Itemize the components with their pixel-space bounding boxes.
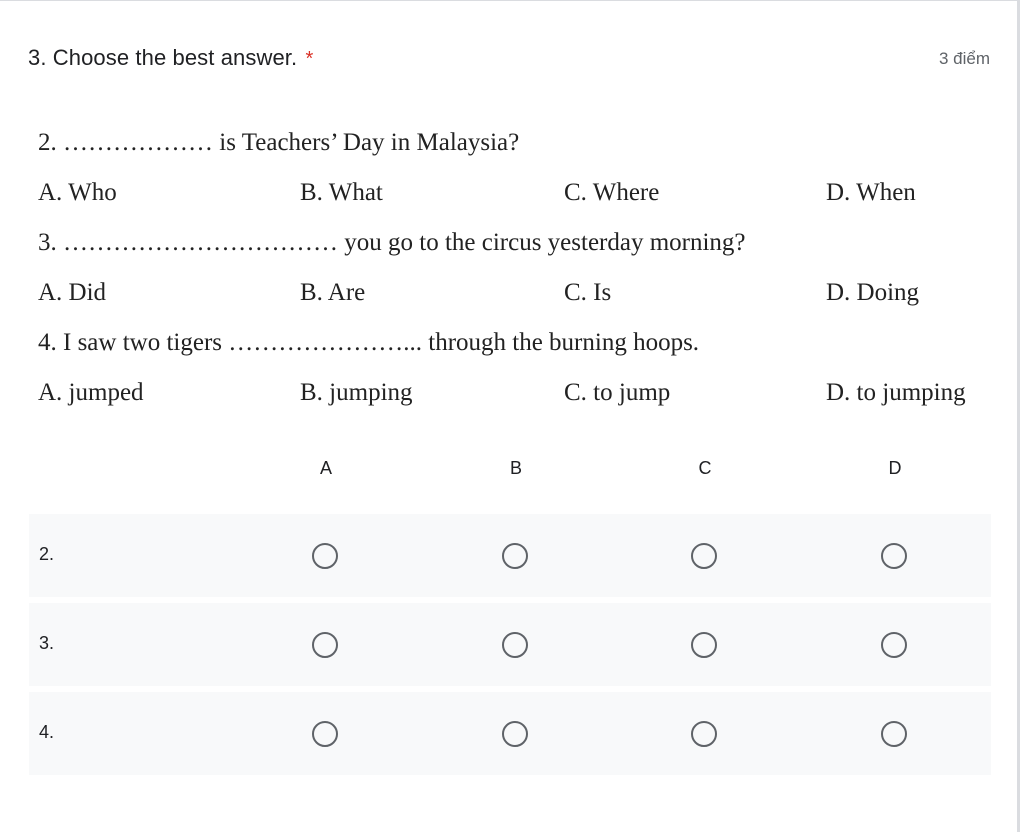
question-stem: 3. …………………………… you go to the circus yesterday morning? <box>38 229 746 256</box>
radio-row3-d[interactable] <box>881 632 907 658</box>
option-text: D. When <box>826 179 916 206</box>
question-stem: 2. ……………… is Teachers’ Day in Malaysia? <box>38 129 520 156</box>
radio-row2-d[interactable] <box>881 543 907 569</box>
option-text: A. Did <box>38 279 107 306</box>
option-text: B. What <box>300 179 383 206</box>
column-header-d: D <box>888 458 902 478</box>
radio-row4-a[interactable] <box>312 721 338 747</box>
radio-row2-a[interactable] <box>312 543 338 569</box>
option-text: A. Who <box>38 179 117 206</box>
grid-row-2 <box>29 514 991 597</box>
question-header <box>28 45 990 79</box>
option-text: B. Are <box>300 279 366 306</box>
radio-row4-d[interactable] <box>881 721 907 747</box>
radio-row2-b[interactable] <box>502 543 528 569</box>
row-label: 3. <box>39 633 55 653</box>
radio-row3-b[interactable] <box>502 632 528 658</box>
question-title-text: 3. Choose the best answer. <box>28 45 298 70</box>
question-points: 3 điểm <box>938 49 990 68</box>
row-label: 2. <box>39 544 55 564</box>
radio-row4-b[interactable] <box>502 721 528 747</box>
option-text: A. jumped <box>38 379 144 406</box>
option-text: B. jumping <box>300 379 413 406</box>
option-text: C. to jump <box>564 379 671 406</box>
radio-row4-c[interactable] <box>691 721 717 747</box>
radio-row3-c[interactable] <box>691 632 717 658</box>
column-header-c: C <box>698 458 712 478</box>
question-title <box>28 45 313 71</box>
grid-row-4 <box>29 692 991 775</box>
option-text: C. Where <box>564 179 660 206</box>
option-text: C. Is <box>564 279 612 306</box>
radio-row2-c[interactable] <box>691 543 717 569</box>
required-asterisk: * <box>305 48 314 70</box>
column-header-a: A <box>319 458 332 478</box>
question-stem: 4. I saw two tigers …………………... through the burning hoops. <box>38 329 700 356</box>
row-label: 4. <box>39 722 55 742</box>
radio-row3-a[interactable] <box>312 632 338 658</box>
option-text: D. Doing <box>826 279 920 306</box>
grid-row-3 <box>29 603 991 686</box>
column-header-b: B <box>509 458 522 478</box>
option-text: D. to jumping <box>826 379 966 406</box>
